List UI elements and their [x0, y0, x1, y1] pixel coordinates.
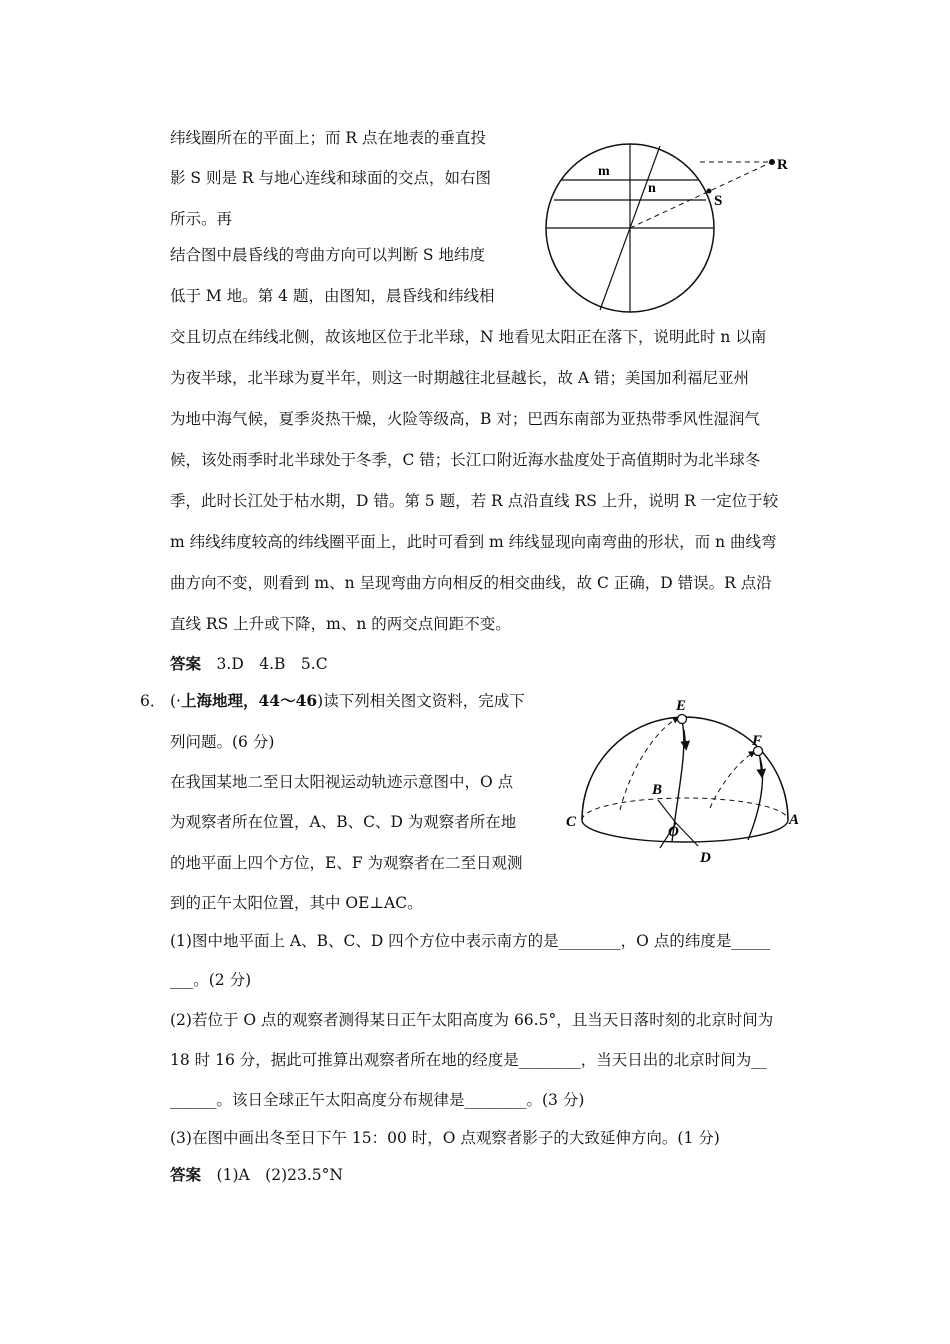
label-d: D: [700, 850, 711, 866]
label-b: B: [652, 782, 663, 798]
point-r: [769, 159, 775, 165]
answer-text: (1)A (2)23.5°N: [216, 1166, 343, 1184]
text-line: 为夜半球，北半球为夏半年，则这一时期越往北昼越长，故 A 错；美国加利福尼亚州: [170, 369, 750, 387]
horizon-front: [582, 820, 788, 842]
sun-path-f-arrow: [760, 758, 762, 776]
source-close: )读下列相关图文资料，完成下: [317, 692, 525, 710]
sub-question-line: ______。该日全球正午太阳高度分布规律是________。(3 分): [170, 1091, 585, 1109]
text-line: 纬线圈所在的平面上；而 R 点在地表的垂直投: [170, 129, 487, 147]
answer-label: 答案: [170, 654, 202, 673]
sub-question-line: ___。(2 分): [170, 971, 252, 989]
text-line: 结合图中晨昏线的弯曲方向可以判断 S 地纬度: [170, 246, 485, 264]
text-line: 候，该处雨季时北半球处于冬季，C 错；长江口附近海水盐度处于高值期时为北半球冬: [170, 451, 761, 469]
point-s: [707, 189, 712, 194]
text-line: 为观察者所在位置，A、B、C、D 为观察者所在地: [170, 813, 517, 831]
sub-question-line: (1)图中地平面上 A、B、C、D 四个方位中表示南方的是________，O 点的纬度是_____: [170, 932, 771, 950]
text-line: 交且切点在纬线北侧，故该地区位于北半球，N 地看见太阳正在落下，说明此时 n 以南: [170, 328, 767, 346]
text-line: 季，此时长江处于枯水期，D 错。第 5 题，若 R 点沿直线 RS 上升，说明 R 一定位于较: [170, 492, 779, 510]
sun-path-f-back: [710, 752, 754, 808]
text-line: 低于 M 地。第 4 题，由图知，晨昏线和纬线相: [170, 287, 495, 305]
sun-e-icon: [678, 715, 687, 724]
label-n: n: [648, 181, 656, 196]
label-r: R: [777, 157, 788, 173]
label-e: E: [676, 698, 687, 714]
label-m: m: [598, 164, 610, 179]
sub-question-line: 18 时 16 分，据此可推算出观察者所在地的经度是________，当天日出的北京时间为__: [170, 1051, 767, 1069]
label-a: A: [789, 812, 800, 828]
sun-path-e-back: [620, 718, 678, 810]
text-line: 所示。再: [170, 210, 233, 228]
sub-question-line: (3)在图中画出冬至日下午 15：00 时，O 点观察者影子的大致延伸方向。(1 分): [170, 1129, 720, 1147]
text-line: 到的正午太阳位置，其中 OE⊥AC。: [170, 894, 423, 912]
label-f: F: [752, 733, 763, 749]
question-number: 6．: [140, 692, 166, 710]
sub-question-line: (2)若位于 O 点的观察者测得某日正午太阳高度为 66.5°，且当天日落时刻的北京时间为: [170, 1011, 774, 1029]
text-line: m 纬线纬度较高的纬线圈平面上，此时可看到 m 纬线显现向南弯曲的形状，而 n 曲线弯: [170, 533, 777, 551]
text-line: 列问题。(6 分): [170, 733, 275, 751]
text-line: 曲方向不变，则看到 m、n 呈现弯曲方向相反的相交曲线，故 C 正确，D 错误。R 点沿: [170, 574, 772, 592]
label-o: O: [668, 824, 679, 840]
sun-path-diagram: [560, 690, 810, 875]
text-line: 直线 RS 上升或下降，m、n 的两交点间距不变。: [170, 615, 511, 633]
text-line: 的地平面上四个方位，E、F 为观察者在二至日观测: [170, 854, 523, 872]
answer-text: 3.D 4.B 5.C: [216, 655, 328, 673]
source-open: (·: [170, 692, 181, 710]
text-line: 在我国某地二至日太阳视运动轨迹示意图中，O 点: [170, 773, 514, 791]
horizon-back: [582, 798, 788, 820]
answer-label: 答案: [170, 1165, 202, 1184]
answer-line: [170, 654, 328, 674]
text-line: 影 S 则是 R 与地心连线和球面的交点，如右图: [170, 169, 491, 187]
answer-line: [170, 1165, 343, 1185]
line-ob: [658, 800, 676, 823]
text-line: 为地中海气候，夏季炎热干燥，火险等级高，B 对；巴西东南部为亚热带季风性湿润气: [170, 410, 760, 428]
source-range: 44～46: [258, 691, 318, 710]
label-c: C: [566, 814, 577, 830]
globe-diagram: [540, 140, 800, 320]
question-source-line: [170, 691, 525, 711]
label-s: S: [714, 193, 723, 209]
source-name: 上海地理，: [180, 691, 259, 710]
